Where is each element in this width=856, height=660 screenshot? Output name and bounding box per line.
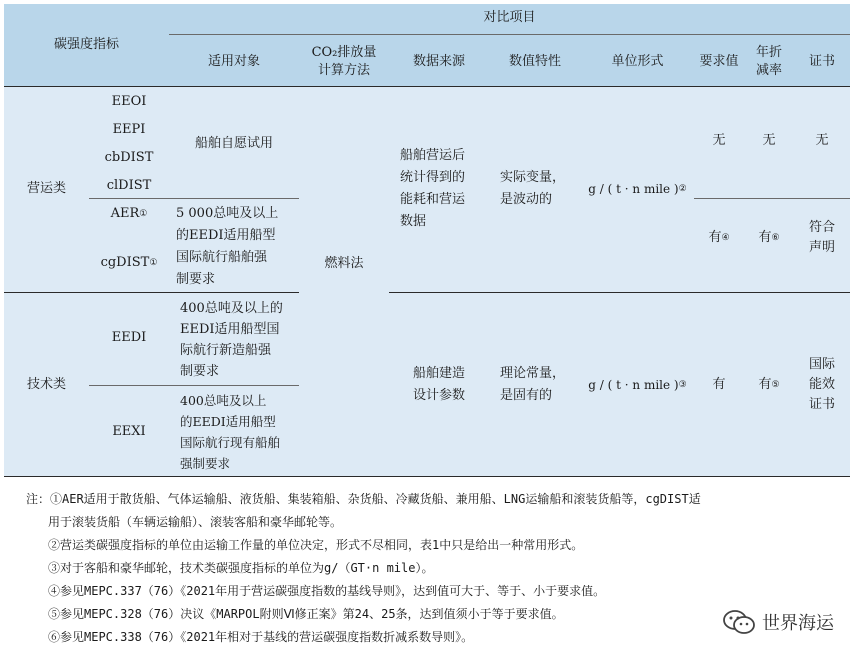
indicator-eeoi: EEOI	[111, 94, 147, 109]
technical-required: 有	[712, 376, 726, 392]
header-metric: 碳强度指标	[53, 37, 119, 52]
footnotes	[26, 488, 836, 649]
wechat-icon	[722, 609, 756, 635]
operational-cert-none: 无	[815, 133, 829, 148]
header-col-source: 数据来源	[412, 54, 465, 69]
header-col-required: 要求值	[699, 54, 739, 69]
header-col-unit: 单位形式	[611, 54, 664, 69]
indicator-cbdist: cbDIST	[104, 150, 154, 165]
calc-method: 燃料法	[324, 256, 364, 271]
indicator-eepi: EEPI	[112, 122, 146, 137]
indicator-cgdist: cgDIST ①	[89, 248, 169, 278]
carbon-intensity-table	[4, 4, 850, 477]
footnote-line: ④参见MEPC.337（76）《2021年用于营运碳强度指数的基线导则》，达到值可大于、等于、小于要求值。	[48, 584, 606, 598]
footnote-line: ③对于客船和豪华邮轮，技术类碳强度指标的单位为g/（GT·n mile）。	[48, 561, 434, 575]
scope-voluntary: 船舶自愿试用	[194, 136, 273, 151]
technical-rate: 有 ⑤	[744, 292, 794, 477]
operational-value-nature: 实际变量， 是波动的	[500, 170, 566, 207]
operational-req-split-rule	[694, 198, 850, 199]
watermark-text: 世界海运	[762, 613, 834, 634]
indicator-cgdist-label: cgDIST	[100, 255, 150, 270]
footnote-line: 用于滚装货船（车辆运输船）、滚装客船和豪华邮轮等。	[48, 515, 343, 529]
operational-required-yes: 有 ④	[694, 200, 744, 276]
category-operational: 营运类	[26, 181, 66, 196]
scope-eexi: 400总吨及以上 的EEDI适用船型 国际航行现有船舶 强制要求	[180, 393, 281, 471]
header-subrule	[169, 34, 850, 35]
footnote-line: ⑤参见MEPC.328（76）决议《MARPOL附则Ⅵ修正案》第24、25条，达到值须小于等于要求值。	[48, 607, 564, 621]
header-col-cert: 证书	[808, 54, 835, 69]
technical-split-rule	[89, 385, 299, 386]
technical-unit: g / ( t · n mile ) ③	[581, 292, 694, 477]
indicator-eedi: EEDI	[111, 330, 147, 345]
header-compare-group: 对比项目	[483, 10, 536, 25]
technical-cert: 国际 能效 证书	[808, 356, 835, 412]
indicator-cldist: clDIST	[106, 178, 152, 193]
footnote-line: ⑥参见MEPC.338（76）《2021年相对于基线的营运碳强度指数折减系数导则》。	[48, 630, 474, 644]
indicator-aer: AER ①	[89, 200, 169, 228]
operational-rate-none: 无	[762, 133, 776, 148]
footnote-line: ②营运类碳强度指标的单位由运输工作量的单位决定，形式不尽相同，表1中只是给出一种常用形式。	[48, 538, 584, 552]
operational-rate-yes-label: 有	[758, 230, 772, 245]
operational-data-source: 船舶营运后 统计得到的 能耗和营运 数据	[400, 148, 466, 229]
indicator-eexi: EEXI	[112, 423, 146, 439]
indicator-aer-label: AER	[110, 206, 140, 221]
operational-rate-yes: 有 ⑥	[744, 200, 794, 276]
header-col-scope: 适用对象	[207, 54, 260, 69]
technical-unit-label: g / ( t · n mile )	[588, 377, 679, 392]
watermark	[718, 607, 838, 637]
technical-value-nature: 理论常量， 是固有的	[500, 365, 566, 403]
table-bottom-rule	[4, 476, 850, 477]
header-col-rate: 年折 减率	[755, 45, 782, 78]
technical-data-source: 船舶建造 设计参数	[412, 365, 465, 403]
scope-eedi: 400总吨及以上的 EEDI适用船型国 际航行新造船强 制要求	[180, 301, 283, 379]
operational-required-none: 无	[712, 133, 726, 148]
header-col-calc: CO₂排放量 计算方法	[311, 45, 377, 78]
operational-split-rule	[89, 198, 299, 199]
operational-required-yes-label: 有	[708, 230, 722, 245]
technical-rate-label: 有	[758, 376, 772, 392]
header-col-nature: 数值特性	[508, 54, 561, 69]
operational-unit: g / ( t · n mile ) ②	[581, 86, 694, 292]
operational-cert-yes: 符合 声明	[808, 220, 835, 255]
footnote-line: 注：①AER适用于散货船、气体运输船、液货船、集装箱船、杂货船、冷藏货船、兼用船、LNG运输船和滚装货船等，cgDIST适	[26, 492, 701, 506]
scope-mandatory-operational: 5 000总吨及以上 的EEDI适用船型 国际航行船舶强 制要求	[176, 206, 279, 287]
category-technical: 技术类	[26, 376, 66, 392]
operational-unit-label: g / ( t · n mile )	[588, 182, 679, 196]
